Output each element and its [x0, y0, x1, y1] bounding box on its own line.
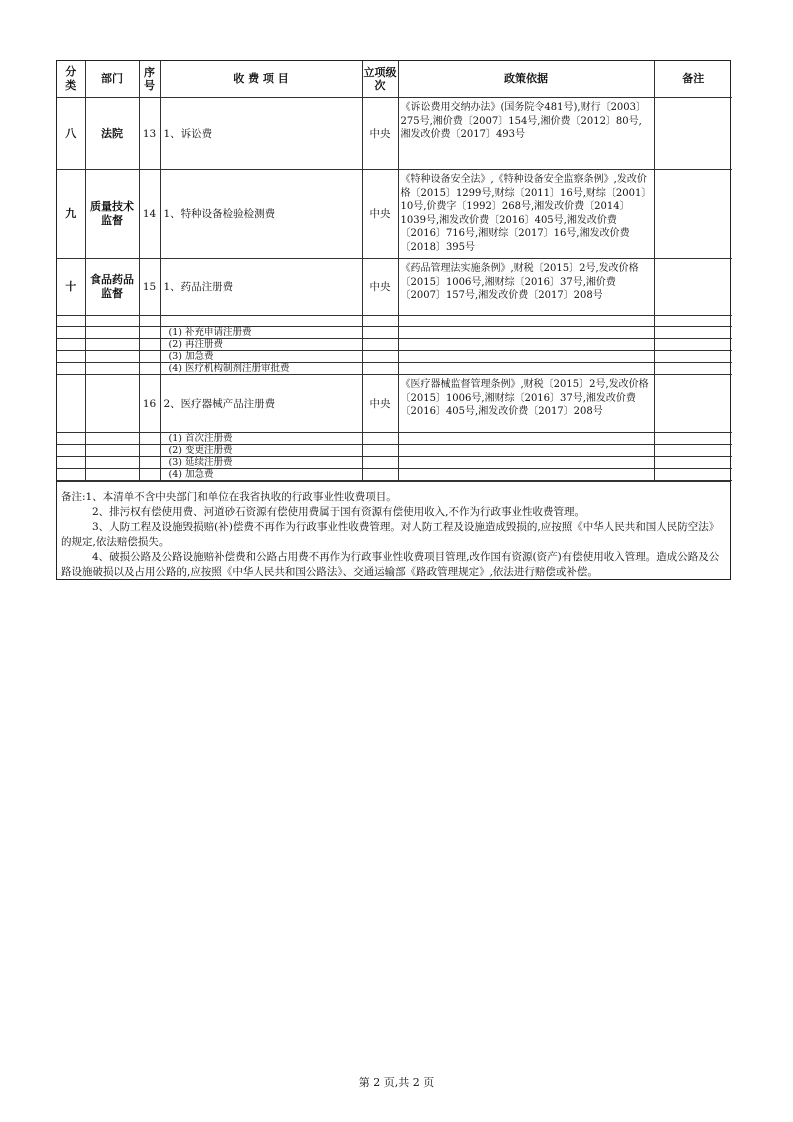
fee-table: [57, 61, 732, 481]
row-remark: [654, 259, 732, 316]
header-department: 部门: [85, 61, 139, 98]
row-item: 1、诉讼费: [160, 98, 362, 170]
row-seq: 15: [139, 259, 160, 316]
row-item: 1、药品注册费: [160, 259, 362, 316]
sub-item: (4) 医疗机构制剂注册审批费: [160, 363, 362, 375]
table-row: [57, 327, 732, 339]
remark-note: 3、人防工程及设施毁损赔(补)偿费不再作为行政事业性收费管理。对人防工程及设施造成毁损的,应按照《中华人民共和国人民防空法》的规定,依法赔偿损失。: [61, 521, 720, 548]
row-policy: 《特种设备安全法》,《特种设备安全监察条例》,发改价格〔2015〕1299号,财综〔2011〕16号,财综〔2001〕10号,价费字〔1992〕268号,湘发改价费〔2014〕1039号,湘发改价费〔2016〕405号,湘发改价费〔2016〕716号,湘财综〔2017〕16号,湘发改价费〔2018〕395号: [398, 170, 654, 259]
row-policy: 《医疗器械监督管理条例》,财税〔2015〕2号,发改价格〔2015〕1006号,湘财综〔2016〕37号,湘发改价费〔2016〕405号,湘发改价费〔2017〕208号: [398, 375, 654, 433]
table-row: [57, 98, 732, 170]
row-seq: 14: [139, 170, 160, 259]
remark-note: 备注:1、本清单不含中央部门和单位在我省执收的行政事业性收费项目。: [61, 491, 397, 503]
header-category: 分类: [57, 61, 85, 98]
row-department: 质量技术监督: [85, 170, 139, 259]
row-level: 中央: [362, 375, 398, 433]
row-department: 食品药品监督: [85, 259, 139, 316]
header-policy: 政策依据: [398, 61, 654, 98]
sub-item: (3) 加急费: [160, 351, 362, 363]
row-category: 九: [57, 170, 85, 259]
row-level: 中央: [362, 98, 398, 170]
table-row: [57, 259, 732, 316]
table-row: [57, 316, 732, 327]
remarks-section: [57, 481, 730, 579]
header-seq: 序号: [139, 61, 160, 98]
fee-list-sheet: [56, 60, 731, 580]
page-footer: 第 2 页,共 2 页: [358, 1076, 435, 1089]
sub-item: (1) 首次注册费: [160, 433, 362, 445]
table-row: [57, 170, 732, 259]
row-seq: 13: [139, 98, 160, 170]
sub-item: (3) 延续注册费: [160, 457, 362, 469]
table-row: [57, 375, 732, 433]
row-policy: 《诉讼费用交纳办法》(国务院令481号),财行〔2003〕275号,湘价费〔2007〕154号,湘价费〔2012〕80号,湘发改价费〔2017〕493号: [398, 98, 654, 170]
remark-note: 2、排污权有偿使用费、河道砂石资源有偿使用费属于国有资源有偿使用收入,不作为行政事业性收费管理。: [92, 506, 586, 518]
sub-item: (4) 加急费: [160, 469, 362, 481]
row-seq: 16: [139, 375, 160, 433]
row-level: 中央: [362, 259, 398, 316]
table-row: [57, 363, 732, 375]
row-remark: [654, 170, 732, 259]
row-item: 2、医疗器械产品注册费: [160, 375, 362, 433]
row-policy: 《药品管理法实施条例》,财税〔2015〕2号,发改价格〔2015〕1006号,湘财综〔2016〕37号,湘价费〔2007〕157号,湘发改价费〔2017〕208号: [398, 259, 654, 316]
table-row: [57, 469, 732, 481]
table-row: [57, 445, 732, 457]
table-row: [57, 457, 732, 469]
header-remark: 备注: [654, 61, 732, 98]
header-row: [57, 61, 732, 98]
sub-item: (2) 再注册费: [160, 339, 362, 351]
row-level: 中央: [362, 170, 398, 259]
row-item: 1、特种设备检验检测费: [160, 170, 362, 259]
sub-item: (1) 补充申请注册费: [160, 327, 362, 339]
row-category: 十: [57, 259, 85, 316]
row-department: 法院: [85, 98, 139, 170]
table-row: [57, 351, 732, 363]
row-category: 八: [57, 98, 85, 170]
row-remark: [654, 375, 732, 433]
table-row: [57, 433, 732, 445]
header-item: 收 费 项 目: [160, 61, 362, 98]
remark-note: 4、破损公路及公路设施赔补偿费和公路占用费不再作为行政事业性收费项目管理,改作国有资源(资产)有偿使用收入管理。造成公路及公路设施破损以及占用公路的,应按照《中华人民共和国公路法》、交通运输部《路政管理规定》,依法进行赔偿或补偿。: [61, 551, 720, 578]
table-row: [57, 339, 732, 351]
row-remark: [654, 98, 732, 170]
sub-item: (2) 变更注册费: [160, 445, 362, 457]
header-level: 立项级次: [362, 61, 398, 98]
